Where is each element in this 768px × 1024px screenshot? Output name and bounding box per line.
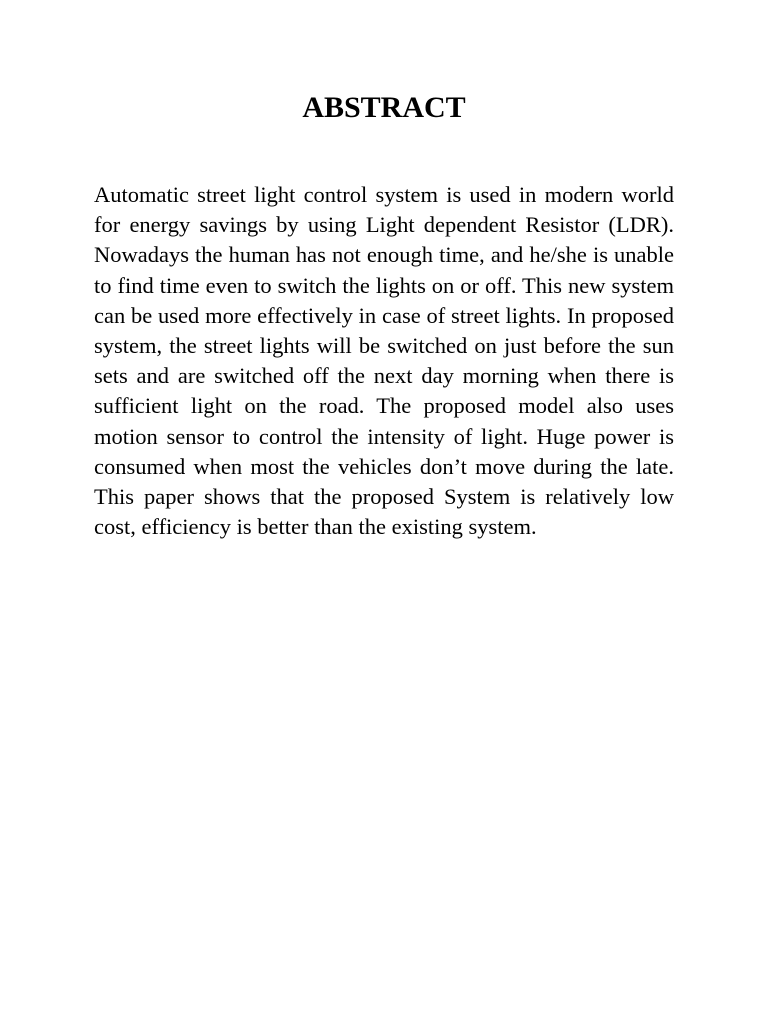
abstract-heading: ABSTRACT (302, 91, 466, 124)
abstract-paragraph: Automatic street light control system is used in modern world for energy savings by using Light dependent Resistor (LDR). Nowadays the human has not enough time, and he/she is unable to find time even to switch the lights on or off. This new system can be used more effectively in case of street lights. In proposed system, the street lights will be switched on just before the sun sets and are switched off the next day morning when there is sufficient light on the road. The proposed model also uses motion sensor to control the intensity of light. Huge power is consumed when most the vehicles don’t move during the late. This paper shows that the proposed System is relatively low cost, efficiency is better than the existing system. (94, 182, 674, 540)
